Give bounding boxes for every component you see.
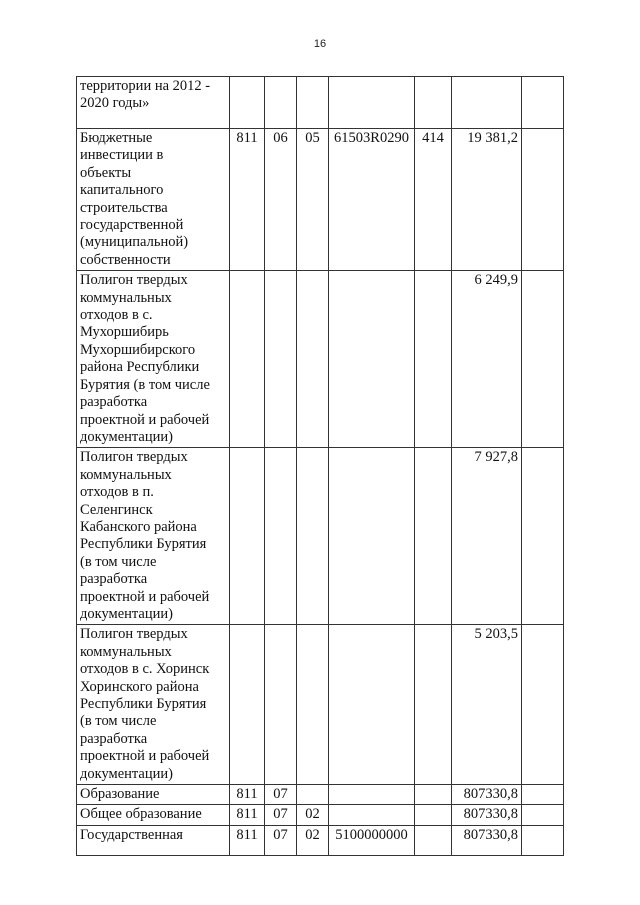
target-article	[329, 805, 415, 825]
extra-cell	[522, 785, 564, 805]
table-row	[77, 785, 564, 805]
table-row	[77, 805, 564, 825]
subsection-code: 02	[297, 805, 329, 825]
section-code: 07	[265, 805, 297, 825]
section-code: 06	[265, 129, 297, 271]
ministry-code: 811	[230, 805, 265, 825]
table-row	[77, 625, 564, 785]
target-article	[329, 271, 415, 448]
amount: 6 249,9	[452, 271, 522, 448]
amount: 807330,8	[452, 825, 522, 855]
expense-type	[415, 825, 452, 855]
extra-cell	[522, 805, 564, 825]
table-row	[77, 77, 564, 129]
row-name: Государственная	[77, 825, 230, 855]
row-name: Общее образование	[77, 805, 230, 825]
ministry-code	[230, 625, 265, 785]
expense-type	[415, 805, 452, 825]
row-name: Бюджетные инвестиции в объекты капитального строительства государственной (муниципальной) собственности	[77, 129, 230, 271]
subsection-code	[297, 271, 329, 448]
subsection-code	[297, 448, 329, 625]
expense-type	[415, 271, 452, 448]
subsection-code: 02	[297, 825, 329, 855]
row-name: Образование	[77, 785, 230, 805]
extra-cell	[522, 271, 564, 448]
amount: 19 381,2	[452, 129, 522, 271]
extra-cell	[522, 825, 564, 855]
section-code	[265, 625, 297, 785]
expense-type	[415, 77, 452, 129]
target-article: 61503R0290	[329, 129, 415, 271]
table-row	[77, 129, 564, 271]
row-name: Полигон твердых коммунальных отходов в п. Селенгинск Кабанского района Республики Бурятия (в том числе разработка проектной и рабочей документации)	[77, 448, 230, 625]
row-name: территории на 2012 - 2020 годы»	[77, 77, 230, 129]
expense-type	[415, 448, 452, 625]
target-article	[329, 625, 415, 785]
extra-cell	[522, 129, 564, 271]
expense-type	[415, 785, 452, 805]
target-article	[329, 448, 415, 625]
table-row	[77, 448, 564, 625]
amount: 807330,8	[452, 785, 522, 805]
section-code	[265, 448, 297, 625]
row-name: Полигон твердых коммунальных отходов в с. Мухоршибирь Мухоршибирского района Республики Бурятия (в том числе разработка проектной и рабочей документации)	[77, 271, 230, 448]
row-name: Полигон твердых коммунальных отходов в с. Хоринск Хоринского района Республики Бурятия (в том числе разработка проектной и рабочей документации)	[77, 625, 230, 785]
subsection-code	[297, 785, 329, 805]
section-code: 07	[265, 825, 297, 855]
expense-type	[415, 625, 452, 785]
target-article: 5100000000	[329, 825, 415, 855]
ministry-code: 811	[230, 129, 265, 271]
table-row	[77, 825, 564, 855]
ministry-code	[230, 448, 265, 625]
section-code	[265, 77, 297, 129]
ministry-code: 811	[230, 825, 265, 855]
table-row	[77, 271, 564, 448]
ministry-code: 811	[230, 785, 265, 805]
page-number: 16	[313, 38, 327, 50]
expense-type: 414	[415, 129, 452, 271]
ministry-code	[230, 271, 265, 448]
amount: 807330,8	[452, 805, 522, 825]
section-code: 07	[265, 785, 297, 805]
target-article	[329, 785, 415, 805]
subsection-code	[297, 625, 329, 785]
extra-cell	[522, 625, 564, 785]
section-code	[265, 271, 297, 448]
budget-table	[76, 76, 564, 856]
amount: 5 203,5	[452, 625, 522, 785]
extra-cell	[522, 77, 564, 129]
extra-cell	[522, 448, 564, 625]
ministry-code	[230, 77, 265, 129]
subsection-code: 05	[297, 129, 329, 271]
subsection-code	[297, 77, 329, 129]
target-article	[329, 77, 415, 129]
amount	[452, 77, 522, 129]
amount: 7 927,8	[452, 448, 522, 625]
